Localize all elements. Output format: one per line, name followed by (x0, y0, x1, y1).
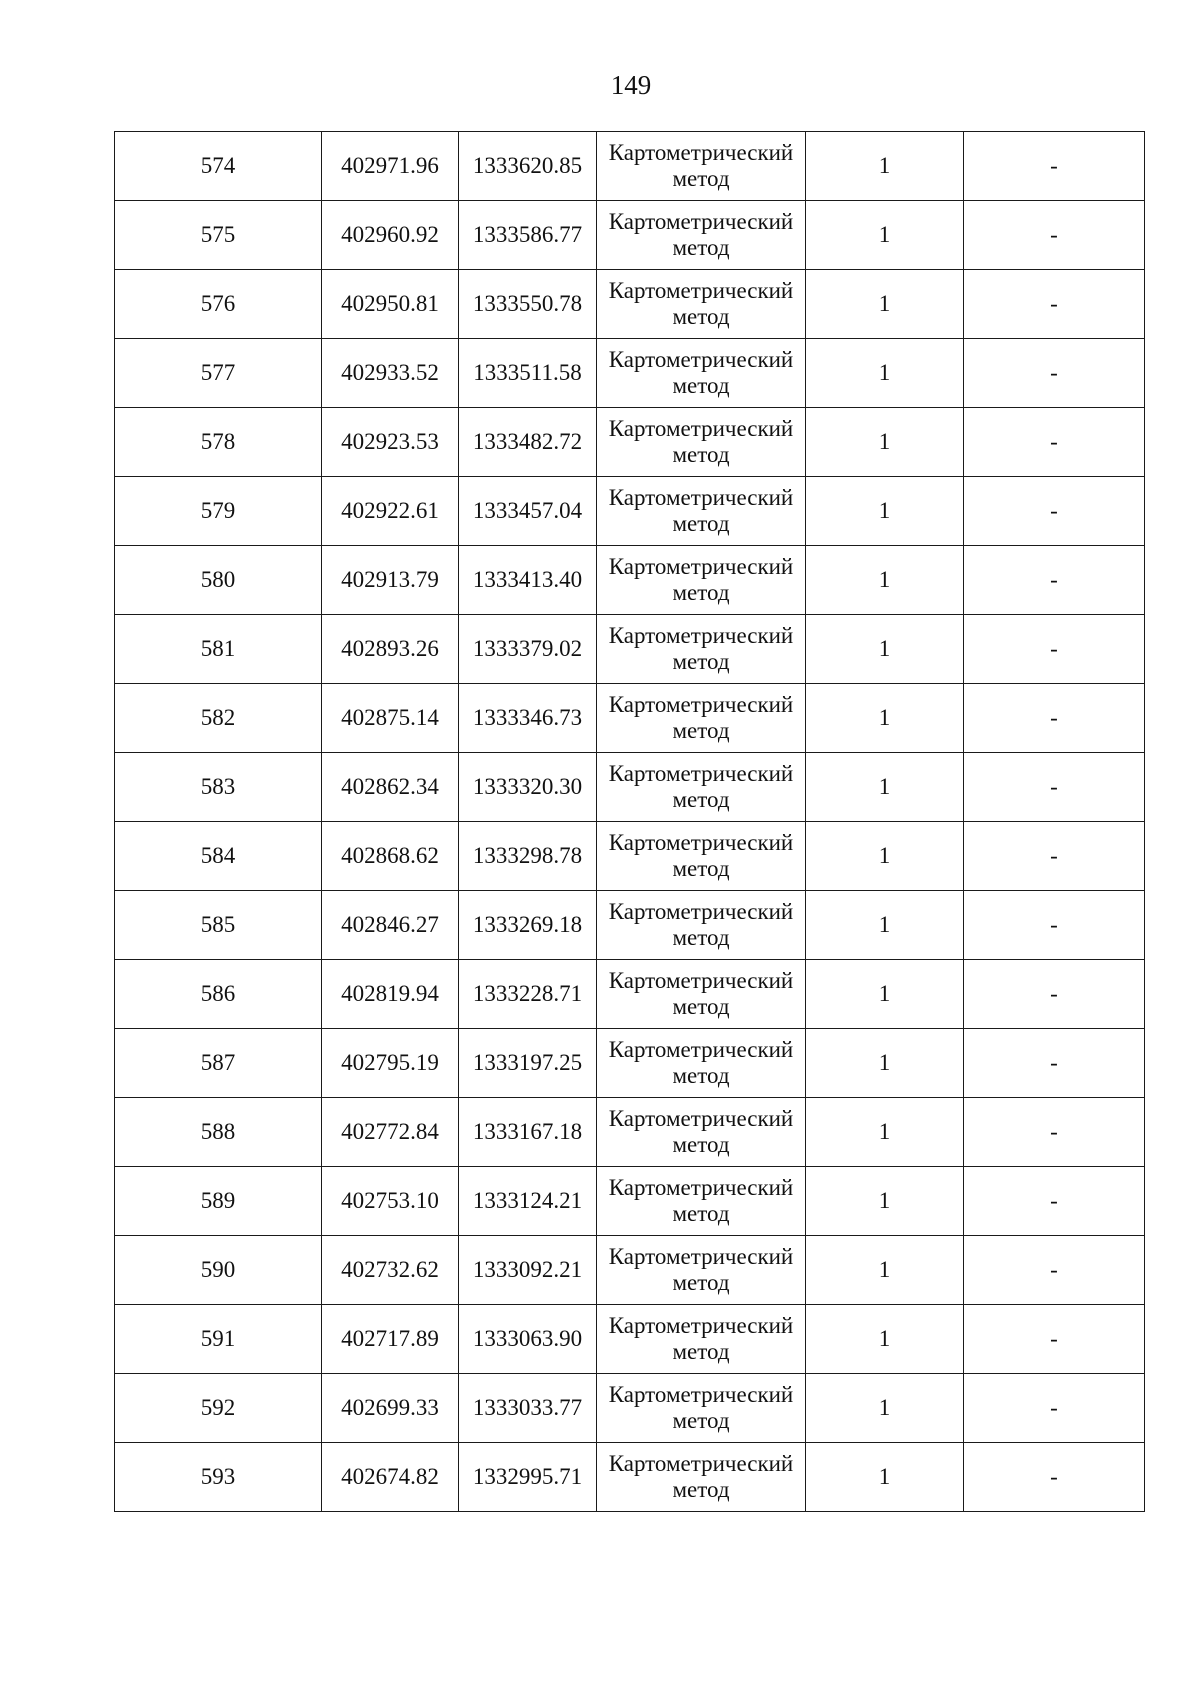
note-cell: - (964, 408, 1145, 477)
table-row (115, 615, 1145, 684)
accuracy-cell: 1 (806, 1374, 964, 1443)
point-id-cell: 590 (115, 1236, 322, 1305)
y-coordinate-cell: 1333092.21 (459, 1236, 597, 1305)
y-coordinate-cell: 1333197.25 (459, 1029, 597, 1098)
accuracy-cell: 1 (806, 960, 964, 1029)
y-coordinate-cell: 1333124.21 (459, 1167, 597, 1236)
method-cell (597, 822, 806, 891)
method-line: метод (672, 1408, 730, 1433)
method-line: Картометрический (608, 140, 794, 165)
y-coordinate-cell: 1333482.72 (459, 408, 597, 477)
note-cell: - (964, 270, 1145, 339)
method-line: Картометрический (608, 554, 794, 579)
method-cell (597, 339, 806, 408)
y-coordinate-cell: 1333063.90 (459, 1305, 597, 1374)
method-line: Картометрический (608, 830, 794, 855)
y-coordinate-cell: 1333033.77 (459, 1374, 597, 1443)
x-coordinate-cell: 402732.62 (322, 1236, 459, 1305)
note-cell: - (964, 891, 1145, 960)
method-line: Картометрический (608, 1451, 794, 1476)
table-row (115, 1029, 1145, 1098)
method-line: метод (672, 1132, 730, 1157)
method-line: Картометрический (608, 278, 794, 303)
x-coordinate-cell: 402699.33 (322, 1374, 459, 1443)
note-cell: - (964, 1443, 1145, 1512)
x-coordinate-cell: 402753.10 (322, 1167, 459, 1236)
method-line: Картометрический (608, 968, 794, 993)
method-cell (597, 1374, 806, 1443)
point-id-cell: 582 (115, 684, 322, 753)
accuracy-cell: 1 (806, 339, 964, 408)
note-cell: - (964, 477, 1145, 546)
method-line: метод (672, 235, 730, 260)
method-line: метод (672, 787, 730, 812)
method-line: Картометрический (608, 347, 794, 372)
point-id-cell: 579 (115, 477, 322, 546)
method-cell (597, 201, 806, 270)
y-coordinate-cell: 1333298.78 (459, 822, 597, 891)
table-row (115, 822, 1145, 891)
point-id-cell: 578 (115, 408, 322, 477)
method-cell (597, 615, 806, 684)
method-line: метод (672, 580, 730, 605)
point-id-cell: 591 (115, 1305, 322, 1374)
x-coordinate-cell: 402772.84 (322, 1098, 459, 1167)
note-cell: - (964, 822, 1145, 891)
method-line: метод (672, 649, 730, 674)
note-cell: - (964, 132, 1145, 201)
method-cell (597, 408, 806, 477)
method-line: метод (672, 856, 730, 881)
x-coordinate-cell: 402960.92 (322, 201, 459, 270)
table-row (115, 753, 1145, 822)
note-cell: - (964, 1236, 1145, 1305)
accuracy-cell: 1 (806, 1443, 964, 1512)
note-cell: - (964, 1305, 1145, 1374)
note-cell: - (964, 753, 1145, 822)
point-id-cell: 593 (115, 1443, 322, 1512)
method-line: Картометрический (608, 692, 794, 717)
x-coordinate-cell: 402674.82 (322, 1443, 459, 1512)
point-id-cell: 580 (115, 546, 322, 615)
method-line: Картометрический (608, 1175, 794, 1200)
method-line: Картометрический (608, 1106, 794, 1131)
method-line: метод (672, 1270, 730, 1295)
point-id-cell: 574 (115, 132, 322, 201)
accuracy-cell: 1 (806, 1305, 964, 1374)
accuracy-cell: 1 (806, 891, 964, 960)
table-row (115, 1305, 1145, 1374)
method-line: метод (672, 994, 730, 1019)
method-line: метод (672, 511, 730, 536)
table-row (115, 408, 1145, 477)
method-cell (597, 270, 806, 339)
point-id-cell: 584 (115, 822, 322, 891)
y-coordinate-cell: 1333511.58 (459, 339, 597, 408)
y-coordinate-cell: 1333346.73 (459, 684, 597, 753)
note-cell: - (964, 960, 1145, 1029)
accuracy-cell: 1 (806, 1029, 964, 1098)
x-coordinate-cell: 402875.14 (322, 684, 459, 753)
coordinates-table (114, 131, 1145, 1512)
method-cell (597, 477, 806, 546)
table-row (115, 339, 1145, 408)
note-cell: - (964, 1167, 1145, 1236)
method-line: метод (672, 373, 730, 398)
accuracy-cell: 1 (806, 546, 964, 615)
accuracy-cell: 1 (806, 615, 964, 684)
x-coordinate-cell: 402913.79 (322, 546, 459, 615)
method-line: метод (672, 1339, 730, 1364)
accuracy-cell: 1 (806, 201, 964, 270)
method-cell (597, 132, 806, 201)
y-coordinate-cell: 1333586.77 (459, 201, 597, 270)
method-line: метод (672, 304, 730, 329)
method-line: метод (672, 718, 730, 743)
y-coordinate-cell: 1333167.18 (459, 1098, 597, 1167)
x-coordinate-cell: 402950.81 (322, 270, 459, 339)
table-row (115, 1236, 1145, 1305)
method-line: метод (672, 1201, 730, 1226)
y-coordinate-cell: 1333413.40 (459, 546, 597, 615)
table-row (115, 201, 1145, 270)
x-coordinate-cell: 402717.89 (322, 1305, 459, 1374)
table-row (115, 1167, 1145, 1236)
point-id-cell: 585 (115, 891, 322, 960)
accuracy-cell: 1 (806, 1098, 964, 1167)
y-coordinate-cell: 1333269.18 (459, 891, 597, 960)
x-coordinate-cell: 402933.52 (322, 339, 459, 408)
point-id-cell: 592 (115, 1374, 322, 1443)
table-body (115, 132, 1145, 1512)
table-row (115, 960, 1145, 1029)
point-id-cell: 581 (115, 615, 322, 684)
table-row (115, 684, 1145, 753)
x-coordinate-cell: 402923.53 (322, 408, 459, 477)
y-coordinate-cell: 1333550.78 (459, 270, 597, 339)
method-cell (597, 684, 806, 753)
method-cell (597, 1029, 806, 1098)
method-line: Картометрический (608, 899, 794, 924)
method-cell (597, 1305, 806, 1374)
table-row (115, 270, 1145, 339)
point-id-cell: 587 (115, 1029, 322, 1098)
method-line: Картометрический (608, 1313, 794, 1338)
point-id-cell: 589 (115, 1167, 322, 1236)
table-row (115, 891, 1145, 960)
method-line: Картометрический (608, 209, 794, 234)
accuracy-cell: 1 (806, 822, 964, 891)
accuracy-cell: 1 (806, 753, 964, 822)
method-line: Картометрический (608, 416, 794, 441)
method-line: метод (672, 166, 730, 191)
page-number: 149 (610, 70, 652, 100)
point-id-cell: 586 (115, 960, 322, 1029)
note-cell: - (964, 615, 1145, 684)
method-cell (597, 1443, 806, 1512)
note-cell: - (964, 684, 1145, 753)
note-cell: - (964, 546, 1145, 615)
y-coordinate-cell: 1333320.30 (459, 753, 597, 822)
note-cell: - (964, 1029, 1145, 1098)
table-row (115, 546, 1145, 615)
table-row (115, 1443, 1145, 1512)
accuracy-cell: 1 (806, 684, 964, 753)
x-coordinate-cell: 402922.61 (322, 477, 459, 546)
x-coordinate-cell: 402893.26 (322, 615, 459, 684)
y-coordinate-cell: 1332995.71 (459, 1443, 597, 1512)
table-row (115, 132, 1145, 201)
x-coordinate-cell: 402862.34 (322, 753, 459, 822)
method-line: Картометрический (608, 485, 794, 510)
method-line: метод (672, 925, 730, 950)
x-coordinate-cell: 402868.62 (322, 822, 459, 891)
method-cell (597, 1167, 806, 1236)
method-line: метод (672, 1063, 730, 1088)
y-coordinate-cell: 1333457.04 (459, 477, 597, 546)
accuracy-cell: 1 (806, 477, 964, 546)
y-coordinate-cell: 1333379.02 (459, 615, 597, 684)
point-id-cell: 575 (115, 201, 322, 270)
point-id-cell: 576 (115, 270, 322, 339)
x-coordinate-cell: 402795.19 (322, 1029, 459, 1098)
method-line: Картометрический (608, 1382, 794, 1407)
method-cell (597, 960, 806, 1029)
x-coordinate-cell: 402846.27 (322, 891, 459, 960)
accuracy-cell: 1 (806, 132, 964, 201)
method-cell (597, 546, 806, 615)
y-coordinate-cell: 1333620.85 (459, 132, 597, 201)
accuracy-cell: 1 (806, 1167, 964, 1236)
x-coordinate-cell: 402971.96 (322, 132, 459, 201)
note-cell: - (964, 339, 1145, 408)
accuracy-cell: 1 (806, 270, 964, 339)
accuracy-cell: 1 (806, 408, 964, 477)
note-cell: - (964, 1374, 1145, 1443)
method-line: Картометрический (608, 1244, 794, 1269)
point-id-cell: 588 (115, 1098, 322, 1167)
accuracy-cell: 1 (806, 1236, 964, 1305)
table-row (115, 1098, 1145, 1167)
table-row (115, 477, 1145, 546)
method-line: метод (672, 1477, 730, 1502)
method-cell (597, 1236, 806, 1305)
table-row (115, 1374, 1145, 1443)
method-line: метод (672, 442, 730, 467)
method-cell (597, 753, 806, 822)
method-line: Картометрический (608, 1037, 794, 1062)
y-coordinate-cell: 1333228.71 (459, 960, 597, 1029)
point-id-cell: 577 (115, 339, 322, 408)
method-cell (597, 1098, 806, 1167)
x-coordinate-cell: 402819.94 (322, 960, 459, 1029)
method-line: Картометрический (608, 623, 794, 648)
method-line: Картометрический (608, 761, 794, 786)
note-cell: - (964, 201, 1145, 270)
note-cell: - (964, 1098, 1145, 1167)
method-cell (597, 891, 806, 960)
point-id-cell: 583 (115, 753, 322, 822)
